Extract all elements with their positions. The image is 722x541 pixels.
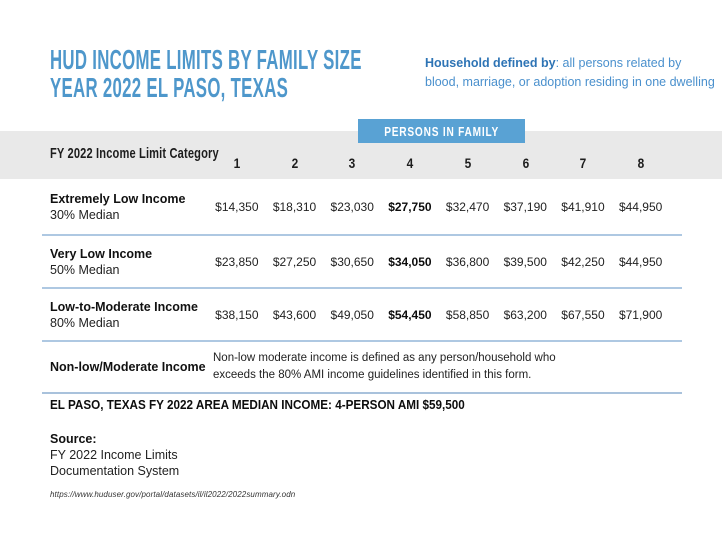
- household-definition-label: Household defined by: [425, 56, 556, 70]
- income-value: $38,150: [215, 307, 259, 322]
- income-value: $34,050: [388, 254, 432, 269]
- person-column-header: [612, 155, 670, 171]
- person-column-header-label: 5: [464, 155, 472, 171]
- row-category-subtitle: 80% Median: [50, 315, 120, 330]
- income-value: $18,310: [272, 199, 317, 214]
- person-column-header-label: 3: [349, 155, 356, 171]
- source-line-2: Documentation System: [50, 464, 180, 478]
- page-title: [50, 46, 362, 102]
- source-label: Source:: [50, 432, 97, 446]
- income-value: $32,470: [445, 199, 490, 214]
- row-category-name: Very Low Income: [50, 246, 153, 261]
- source-url-link[interactable]: https://www.huduser.gov/portal/datasets/il/il2022/2022summary.odn: [50, 490, 296, 499]
- person-column-header: [497, 155, 555, 171]
- persons-in-family-label: PERSONS IN FAMILY: [384, 123, 499, 139]
- person-column-header: [381, 155, 439, 171]
- income-value: $41,910: [561, 199, 605, 214]
- income-table-row: [42, 236, 682, 289]
- income-value: $36,800: [445, 254, 490, 269]
- note-row-category: Non-low/Moderate Income: [50, 360, 206, 374]
- person-column-header: [324, 155, 382, 171]
- income-value: $63,200: [503, 307, 547, 322]
- row-category-subtitle: 30% Median: [50, 207, 120, 222]
- person-column-header: [208, 155, 266, 171]
- income-table-row: [42, 179, 682, 236]
- persons-column-headers: [208, 155, 670, 171]
- person-column-header: [555, 155, 613, 171]
- income-value: $54,450: [388, 307, 432, 322]
- income-value: $27,250: [272, 254, 317, 269]
- income-value: $14,350: [215, 199, 259, 214]
- income-value: $23,030: [330, 199, 374, 214]
- row-category: [42, 299, 208, 331]
- person-column-header: [266, 155, 324, 171]
- person-column-header-label: 7: [580, 155, 587, 171]
- income-value: $30,650: [330, 254, 374, 269]
- row-category-name: Extremely Low Income: [50, 191, 186, 206]
- row-category-subtitle: 50% Median: [50, 262, 120, 277]
- income-value: $44,950: [618, 254, 663, 269]
- income-value: $39,500: [503, 254, 547, 269]
- note-row-description: Non-low moderate income is defined as any person/household who exceeds the 80% AMI income guidelines identified in this form.: [213, 352, 556, 381]
- household-definition-text: : all persons related by blood, marriage, or adoption residing in one dwelling: [425, 56, 715, 89]
- persons-in-family-badge: [358, 119, 525, 143]
- row-category: [42, 191, 208, 223]
- note-row: [42, 342, 682, 394]
- income-value: $49,050: [330, 307, 374, 322]
- page-title-line1: HUD INCOME LIMITS BY FAMILY SIZE: [50, 44, 362, 75]
- income-value: $44,950: [618, 199, 663, 214]
- person-column-header: [439, 155, 497, 171]
- income-table-row: [42, 289, 682, 342]
- household-definition-note: [425, 54, 717, 92]
- person-column-header-label: 6: [522, 155, 529, 171]
- row-category-name: Low-to-Moderate Income: [50, 299, 198, 314]
- source-block: [50, 431, 295, 503]
- person-column-header-label: 2: [291, 155, 298, 171]
- row-category: [42, 246, 208, 278]
- income-table-body: [42, 179, 682, 342]
- person-column-header-label: 1: [233, 155, 241, 171]
- income-value: $43,600: [272, 307, 317, 322]
- income-value: $23,850: [215, 254, 259, 269]
- income-value: $27,750: [388, 199, 432, 214]
- area-median-income-line: EL PASO, TEXAS FY 2022 AREA MEDIAN INCOME: 4-PERSON AMI $59,500: [50, 397, 465, 412]
- source-line-1: FY 2022 Income Limits: [50, 448, 178, 462]
- category-column-header: FY 2022 Income Limit Category: [50, 145, 219, 162]
- income-value: $37,190: [503, 199, 547, 214]
- income-value: $67,550: [561, 307, 605, 322]
- income-value: $42,250: [561, 254, 605, 269]
- page-title-line2: YEAR 2022 EL PASO, TEXAS: [50, 72, 289, 103]
- income-value: $58,850: [445, 307, 490, 322]
- income-value: $71,900: [618, 307, 663, 322]
- person-column-header-label: 8: [637, 155, 645, 171]
- person-column-header-label: 4: [406, 155, 414, 171]
